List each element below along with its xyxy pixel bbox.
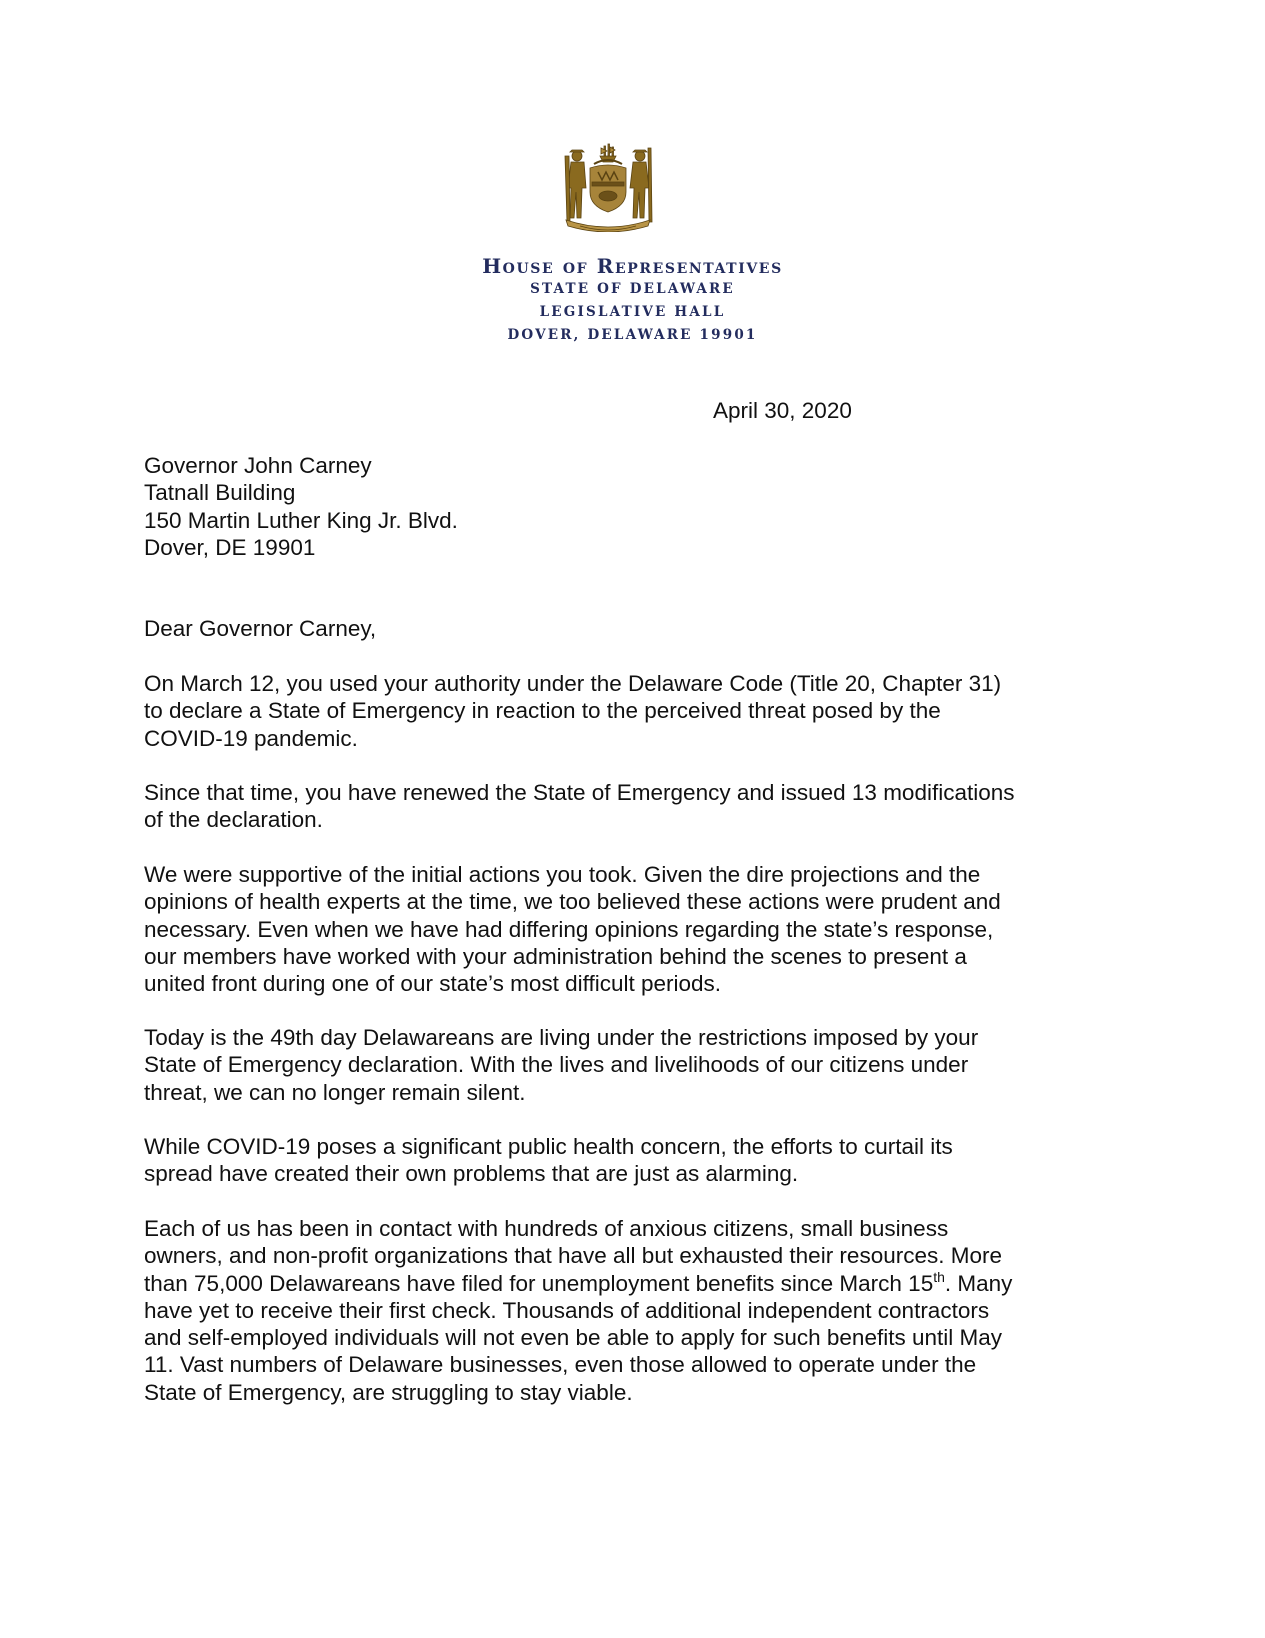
paragraph-line: State of Emergency, are struggling to stay viable.: [144, 1379, 633, 1405]
recipient-name: Governor John Carney: [144, 453, 372, 478]
line-text-after: . Many: [944, 1270, 1013, 1296]
line-text-before: than 75,000 Delawareans have filed for unemployment benefits since March 15: [144, 1270, 934, 1296]
letterhead-state: STATE OF DELAWARE: [530, 281, 735, 297]
letterhead-city: DOVER, DELAWARE 19901: [507, 327, 758, 343]
letterhead-building: LEGISLATIVE HALL: [539, 304, 726, 320]
paragraph-line: spread have created their own problems that are just as alarming.: [144, 1161, 799, 1187]
paragraph-line: Each of us has been in contact with hundreds of anxious citizens, small business: [144, 1216, 949, 1241]
paragraph-line: 11. Vast numbers of Delaware businesses, even those allowed to operate under the: [144, 1352, 977, 1378]
recipient-street: 150 Martin Luther King Jr. Blvd.: [144, 507, 458, 533]
paragraph-line: of the declaration.: [144, 807, 323, 833]
paragraph-line: owners, and non-profit organizations that have all but exhausted their resources. More: [144, 1243, 1002, 1269]
recipient-city: Dover, DE 19901: [144, 534, 316, 560]
paragraph-line: have yet to receive their first check. Thousands of additional independent contractors: [144, 1297, 990, 1323]
paragraph-line: While COVID-19 poses a significant public health concern, the efforts to curtail its: [144, 1134, 953, 1159]
paragraph-line: our members have worked with your administration behind the scenes to present a: [144, 943, 967, 969]
paragraph-line: Since that time, you have renewed the State of Emergency and issued 13 modifications: [144, 780, 1015, 805]
paragraph-6: [144, 1215, 1084, 1406]
paragraph-line: State of Emergency declaration. With the lives and livelihoods of our citizens under: [144, 1052, 969, 1078]
paragraph-line: to declare a State of Emergency in reaction to the perceived threat posed by the: [144, 698, 941, 724]
letter-date: April 30, 2020: [713, 398, 852, 423]
paragraph-line: opinions of health experts at the time, we too believed these actions were prudent and: [144, 889, 1001, 915]
paragraph-line: necessary. Even when we have had differing opinions regarding the state’s response,: [144, 916, 994, 942]
paragraph-line: We were supportive of the initial actions you took. Given the dire projections and the: [144, 862, 981, 887]
letterhead-title: House of Representatives: [482, 254, 783, 278]
delaware-state-seal-icon: [560, 142, 656, 232]
recipient-building: Tatnall Building: [144, 480, 296, 506]
paragraph-line: and self-employed individuals will not even be able to apply for such benefits until May: [144, 1325, 1002, 1351]
paragraph-line: united front during one of our state’s most difficult periods.: [144, 971, 722, 997]
paragraph-1: [144, 670, 1084, 752]
paragraph-line: threat, we can no longer remain silent.: [144, 1079, 526, 1105]
paragraph-line: On March 12, you used your authority under the Delaware Code (Title 20, Chapter 31): [144, 671, 1002, 696]
paragraph-4: [144, 1024, 1084, 1106]
paragraph-5: [144, 1133, 1084, 1188]
recipient-address: [144, 452, 458, 561]
paragraph-line-superscript: [144, 1270, 1084, 1297]
paragraph-3: [144, 861, 1084, 997]
paragraph-line: Today is the 49th day Delawareans are living under the restrictions imposed by your: [144, 1025, 979, 1050]
ordinal-suffix: th: [933, 1268, 945, 1285]
paragraph-line: COVID-19 pandemic.: [144, 725, 358, 751]
salutation: Dear Governor Carney,: [144, 616, 377, 641]
paragraph-2: [144, 779, 1084, 834]
